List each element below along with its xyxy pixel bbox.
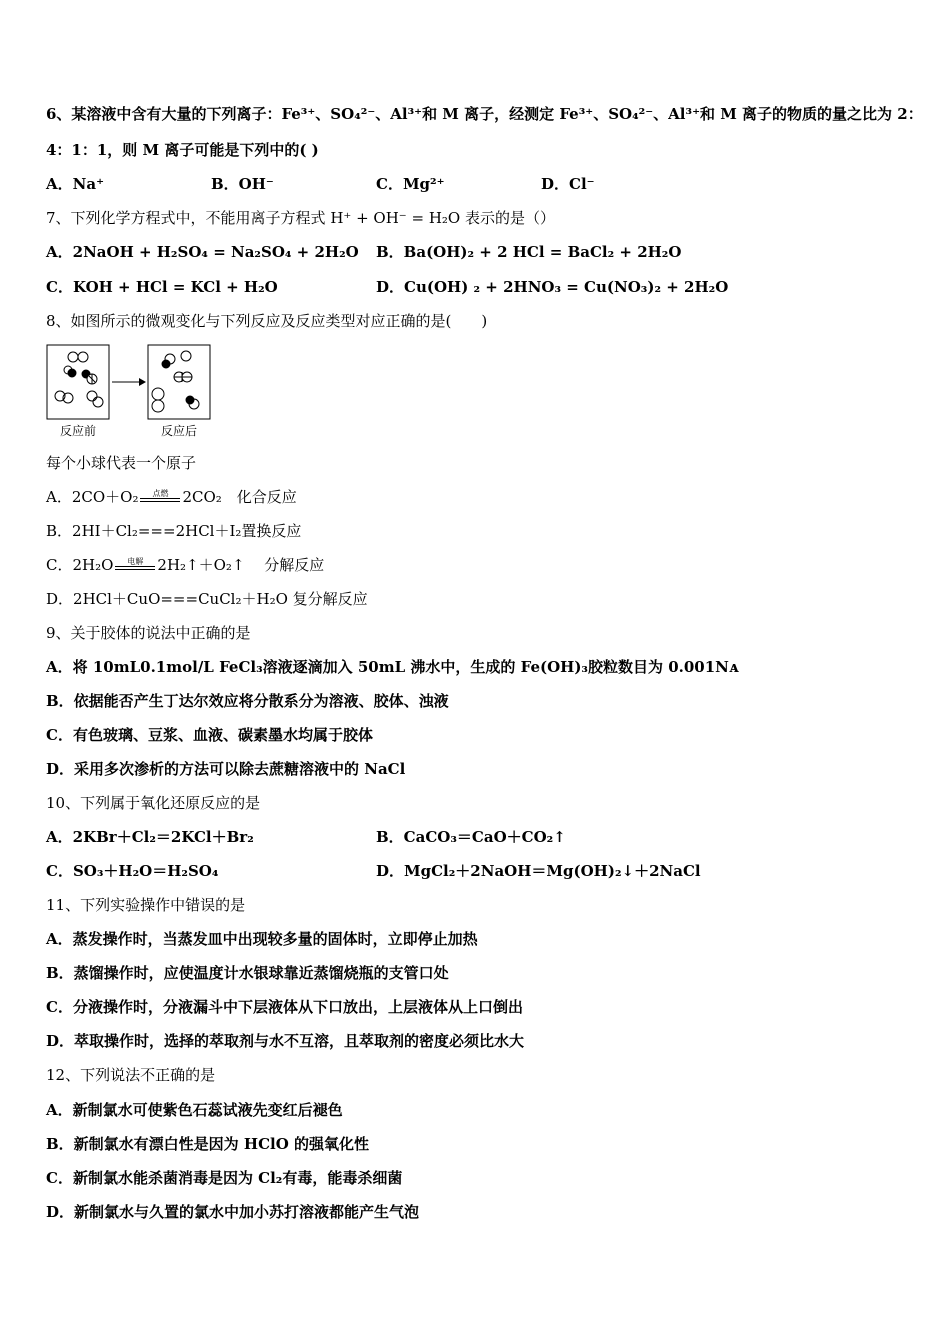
q9-option-c: C．有色玻璃、豆浆、血液、碳素墨水均属于胶体	[46, 726, 373, 744]
q10-option-d: D．MgCl₂＋2NaOH＝Mg(OH)₂↓＋2NaCl	[376, 862, 701, 880]
q12-option-c: C．新制氯水能杀菌消毒是因为 Cl₂有毒，能毒杀细菌	[46, 1169, 403, 1187]
q11-option-c: C．分液操作时，分液漏斗中下层液体从下口放出，上层液体从上口倒出	[46, 998, 523, 1016]
fig-label-before: 反应前	[59, 424, 97, 438]
q6-stem-line2: 4：1：1，则 M 离子可能是下列中的( )	[46, 141, 319, 159]
q11-option-d: D．萃取操作时，选择的萃取剂与水不互溶，且萃取剂的密度必须比水大	[46, 1032, 525, 1050]
q8-option-d: D．2HCl＋CuO===CuCl₂＋H₂O 复分解反应	[46, 590, 368, 608]
condition-text: 电解	[127, 557, 144, 566]
q8-option-a-post: 2CO₂ 化合反应	[182, 488, 297, 506]
before-molecules	[55, 352, 103, 407]
q11-option-b: B．蒸馏操作时，应使温度计水银球靠近蒸馏烧瓶的支管口处	[46, 964, 449, 982]
q9-stem: 9、关于胶体的说法中正确的是	[46, 624, 251, 642]
q10-option-c: C．SO₃＋H₂O＝H₂SO₄	[46, 862, 219, 880]
after-molecules	[152, 351, 199, 412]
q7-option-d: D．Cu(OH) ₂ + 2HNO₃ = Cu(NO₃)₂ + 2H₂O	[376, 278, 729, 296]
q10-stem: 10、下列属于氧化还原反应的是	[46, 794, 261, 812]
condition-sign	[138, 490, 182, 506]
q12-option-b: B．新制氯水有漂白性是因为 HClO 的强氧化性	[46, 1135, 369, 1153]
condition-sign	[113, 558, 157, 574]
reaction-diagram	[46, 344, 216, 440]
q10-option-b: B．CaCO₃＝CaO＋CO₂↑	[376, 828, 566, 846]
q10-option-a: A．2KBr＋Cl₂＝2KCl＋Br₂	[46, 828, 254, 846]
q6-option-c: C．Mg²⁺	[376, 175, 445, 193]
q7-stem: 7、下列化学方程式中，不能用离子方程式 H⁺ + OH⁻ = H₂O 表示的是（）	[46, 209, 555, 227]
q8-option-b: B．2HI＋Cl₂===2HCl＋I₂置换反应	[46, 522, 302, 540]
q8-option-a	[46, 487, 297, 507]
q11-stem: 11、下列实验操作中错误的是	[46, 896, 246, 914]
fig-label-after: 反应后	[160, 424, 198, 438]
q9-option-a: A．将 10mL0.1mol/L FeCl₃溶液逐滴加入 50mL 沸水中，生成的 Fe(OH)₃胶粒数目为 0.001Nᴀ	[46, 658, 739, 676]
q8-option-c	[46, 555, 324, 575]
q6-stem-line1: 6、某溶液中含有大量的下列离子：Fe³⁺、SO₄²⁻、Al³⁺和 M 离子，经测定 Fe³⁺、SO₄²⁻、Al³⁺和 M 离子的物质的量之比为 2：	[46, 105, 923, 123]
q9-option-d: D．采用多次渗析的方法可以除去蔗糖溶液中的 NaCl	[46, 760, 406, 778]
q7-option-b: B．Ba(OH)₂ + 2 HCl = BaCl₂ + 2H₂O	[376, 243, 682, 261]
q7-option-c: C．KOH + HCl = KCl + H₂O	[46, 278, 278, 296]
q11-option-a: A．蒸发操作时，当蒸发皿中出现较多量的固体时，立即停止加热	[46, 930, 478, 948]
q12-option-d: D．新制氯水与久置的氯水中加小苏打溶液都能产生气泡	[46, 1203, 420, 1221]
condition-text: 点燃	[152, 489, 169, 498]
q6-option-a: A．Na⁺	[46, 175, 104, 193]
q7-option-a: A．2NaOH + H₂SO₄ = Na₂SO₄ + 2H₂O	[46, 243, 359, 261]
q9-option-b: B．依据能否产生丁达尔效应将分散系分为溶液、胶体、浊液	[46, 692, 449, 710]
q6-option-b: B．OH⁻	[211, 175, 274, 193]
q8-stem: 8、如图所示的微观变化与下列反应及反应类型对应正确的是( )	[46, 312, 488, 330]
q6-option-d: D．Cl⁻	[541, 175, 595, 193]
q12-option-a: A．新制氯水可使紫色石蕊试液先变红后褪色	[46, 1101, 343, 1119]
q8-option-c-pre: C．2H₂O	[46, 556, 114, 574]
q8-option-a-pre: A．2CO＋O₂	[46, 488, 139, 506]
q8-option-c-post: 2H₂↑＋O₂↑ 分解反应	[157, 556, 325, 574]
q12-stem: 12、下列说法不正确的是	[46, 1066, 216, 1084]
q8-note: 每个小球代表一个原子	[46, 454, 197, 472]
arrow-icon	[112, 378, 146, 386]
